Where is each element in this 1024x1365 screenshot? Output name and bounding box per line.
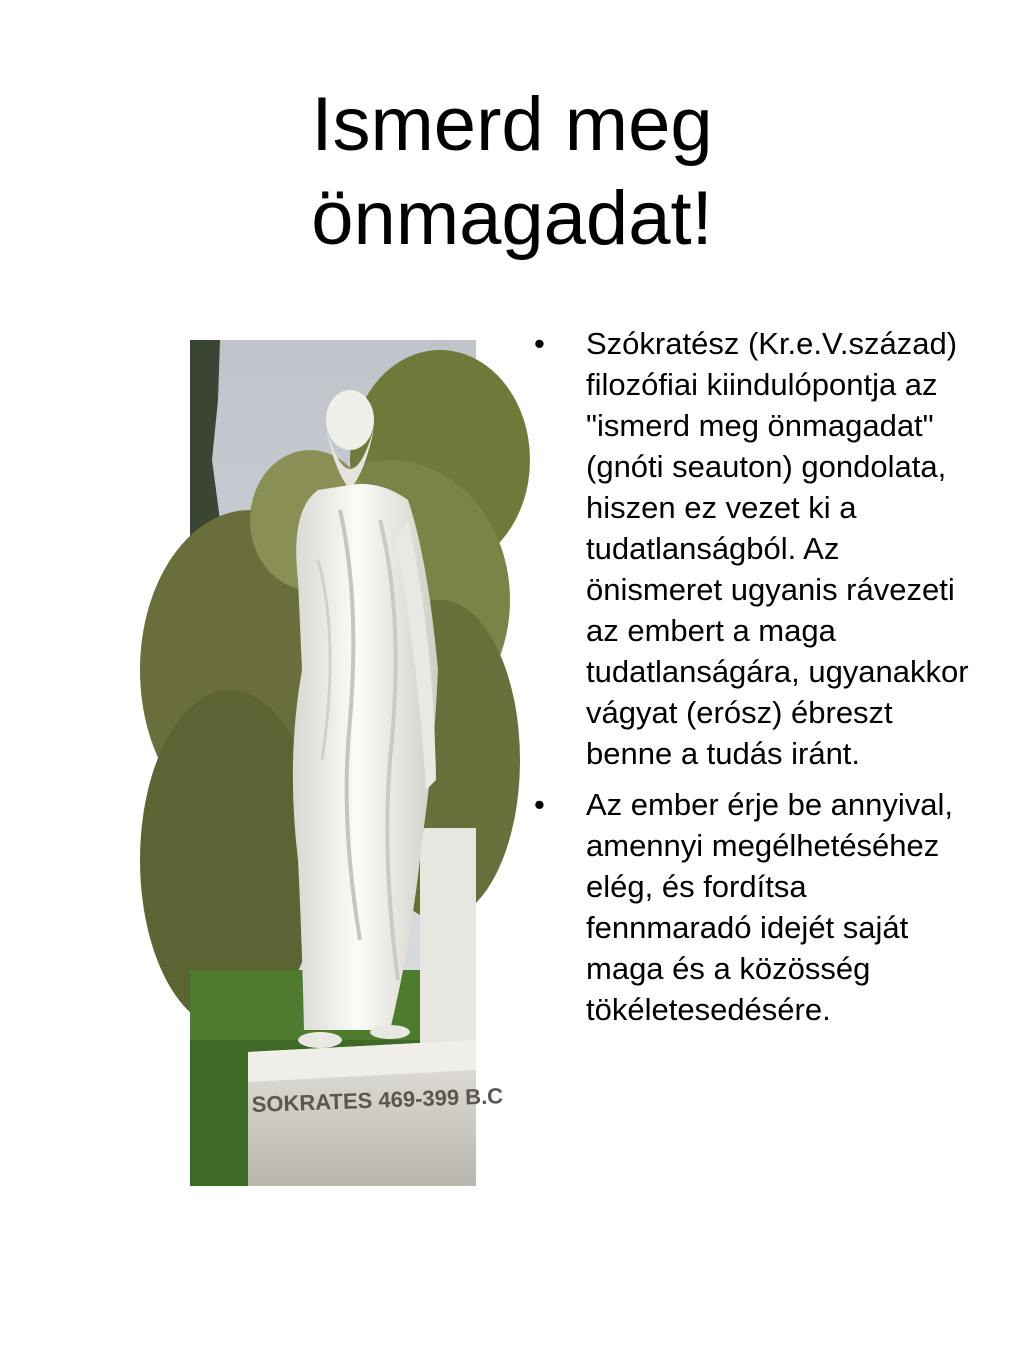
slide-title (150, 78, 874, 266)
title-line-1: Ismerd meg (311, 82, 713, 167)
socrates-statue-image (190, 340, 504, 1186)
pedestal-inscription: SOKRATES 469-399 B.C (251, 1083, 504, 1117)
bullet-glyph: • (534, 326, 545, 361)
bullet-item (534, 323, 974, 774)
bullet-item (534, 784, 974, 1030)
bullet-glyph: • (534, 787, 545, 822)
bullet-text: Szókratész (Kr.e.V.század) filozófiai kiindulópontja az "ismerd meg önmagadat" (gnóti seauton) gondolata, hiszen ez vezet ki a tudatlanságból. Az önismeret ugyanis rávezeti az embert a maga tudatlanságára, ugyanakkor vágyat (erósz) ébreszt benne a tudás iránt. (586, 326, 969, 771)
title-line-2: önmagadat! (311, 176, 713, 261)
bullet-text: Az ember érje be annyival, amennyi megélhetéséhez elég, és fordítsa fennmaradó idejét saját maga és a közösség tökéletesedésére. (586, 787, 954, 1027)
bullet-list (534, 323, 974, 1040)
